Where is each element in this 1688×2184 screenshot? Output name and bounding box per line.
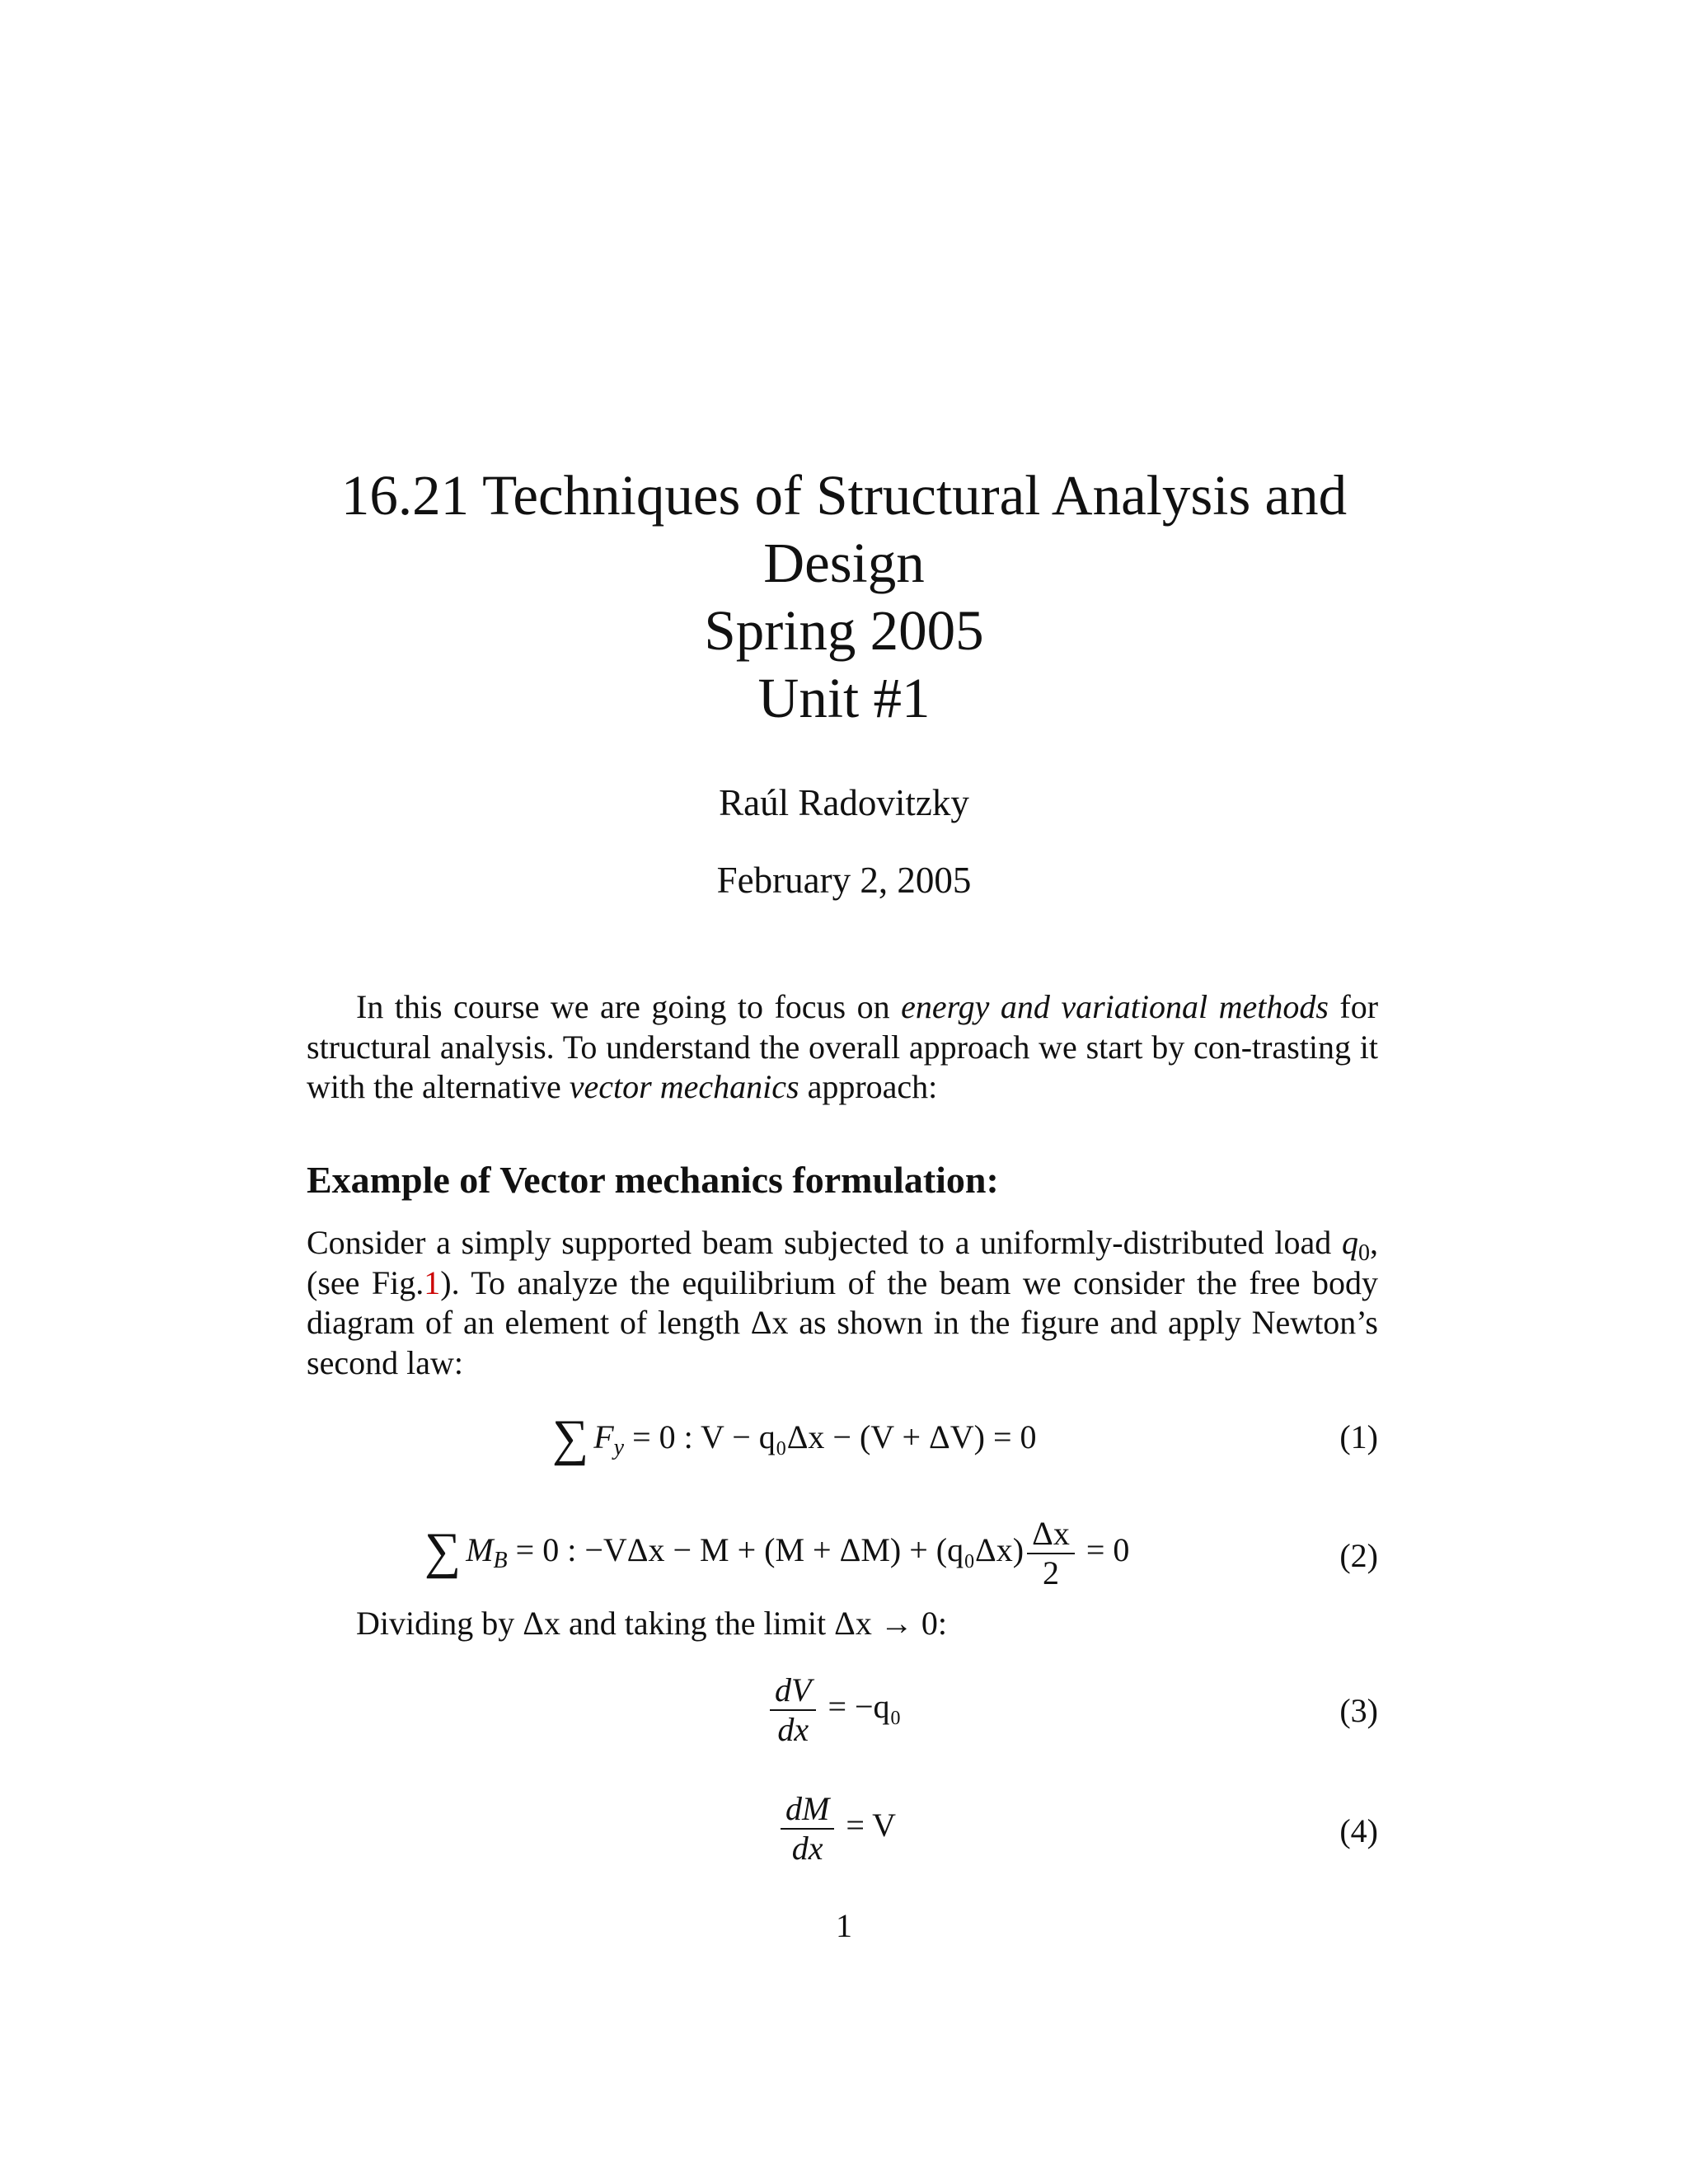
equation-1 [552, 1410, 1037, 1466]
eq1-lhs: F [593, 1418, 614, 1455]
eq1-lhs-subscript: y [613, 1435, 625, 1460]
equation-1-number: (1) [1339, 1418, 1378, 1455]
equation-3-number: (3) [1339, 1692, 1378, 1729]
intro-emphasis-2: vector mechanics [569, 1068, 799, 1105]
date: February 2, 2005 [716, 860, 972, 901]
eq3-numerator: dV [770, 1671, 816, 1711]
eq3-rhs: = −q₀ [819, 1688, 902, 1726]
intro-emphasis-1: energy and variational methods [901, 988, 1329, 1025]
beam-paragraph [307, 1223, 1378, 1383]
q0-subscript: 0 [1358, 1240, 1370, 1266]
equation-3 [767, 1671, 902, 1749]
sum-symbol: ∑ [424, 1523, 462, 1580]
figure-reference-link[interactable]: 1 [424, 1263, 441, 1301]
intro-text-1: In this course we are going to focus on [356, 988, 902, 1025]
title-line-3: Spring 2005 [704, 599, 984, 662]
eq4-fraction [781, 1790, 834, 1868]
eq2-fraction [1027, 1515, 1075, 1592]
equation-2 [424, 1515, 1129, 1592]
beam-text-1: Consider a simply supported beam subjected to a uniformly-distributed load [307, 1224, 1342, 1261]
eq2-body: = 0 : −VΔx − M + (M + ΔM) + (q₀Δx) [507, 1531, 1025, 1569]
limit-statement: Dividing by Δx and taking the limit Δx → 0: [356, 1605, 947, 1642]
eq4-denominator: dx [791, 1830, 823, 1867]
intro-paragraph [307, 987, 1378, 1108]
eq3-fraction [770, 1671, 816, 1749]
title-line-1: 16.21 Techniques of Structural Analysis and [340, 464, 1348, 527]
title-line-2: Design [763, 532, 925, 594]
intro-text-2: for structural analysis. To understand the overall approach we start by con-trasting it with the alternative [307, 988, 1379, 1105]
eq4-numerator: dM [781, 1790, 834, 1830]
sum-symbol: ∑ [552, 1410, 589, 1466]
section-heading: Example of Vector mechanics formulation: [307, 1159, 999, 1201]
eq2-lhs-subscript: B [493, 1548, 508, 1574]
page-number: 1 [836, 1907, 852, 1944]
eq3-denominator: dx [777, 1711, 809, 1748]
q0-symbol: q [1342, 1224, 1358, 1261]
intro-text-3: approach: [799, 1068, 938, 1105]
author: Raúl Radovitzky [719, 782, 969, 823]
title-line-4: Unit #1 [757, 667, 931, 729]
eq1-body: = 0 : V − q₀Δx − (V + ΔV) = 0 [624, 1418, 1037, 1455]
eq4-rhs: = V [837, 1807, 897, 1844]
equation-4-number: (4) [1339, 1812, 1378, 1849]
eq2-fraction-numerator: Δx [1027, 1515, 1075, 1554]
title-block [247, 462, 1441, 903]
eq2-tail: = 0 [1077, 1531, 1130, 1569]
beam-text-3: ). To analyze the equilibrium of the beam we consider the free body diagram of an element of length Δx as shown in the figure and apply Newton’s second law: [307, 1263, 1378, 1381]
equation-2-number: (2) [1339, 1537, 1378, 1574]
eq2-fraction-denominator: 2 [1042, 1554, 1059, 1591]
equation-4 [777, 1790, 896, 1868]
beam-text-2: , (see Fig. [307, 1224, 1378, 1301]
eq2-lhs: M [466, 1531, 494, 1569]
